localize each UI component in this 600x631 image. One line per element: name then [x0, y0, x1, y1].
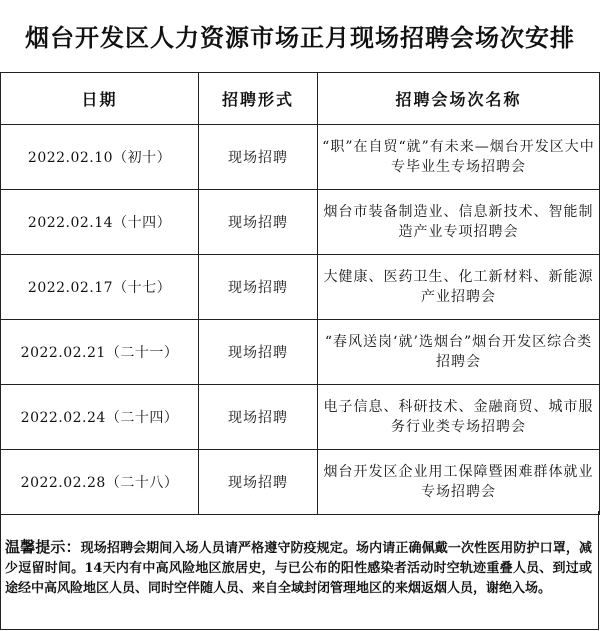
schedule-table [0, 72, 600, 515]
row-name: 烟台市装备制造业、信息新技术、智能制造产业专项招聘会 [318, 190, 600, 255]
row-format: 现场招聘 [199, 255, 318, 320]
header-format: 招聘形式 [199, 73, 318, 125]
notice-label: 温馨提示： [5, 538, 81, 556]
row-format: 现场招聘 [199, 450, 318, 515]
table-row [1, 190, 600, 255]
row-date: 2022.02.14（十四） [1, 190, 199, 255]
table-header-row [1, 73, 600, 125]
row-date: 2022.02.21（二十一） [1, 320, 199, 385]
header-name: 招聘会场次名称 [318, 73, 600, 125]
table-row [1, 385, 600, 450]
row-format: 现场招聘 [199, 385, 318, 450]
table-row [1, 320, 600, 385]
header-date: 日期 [1, 73, 199, 125]
row-name: “春风送岗‘就’选烟台”烟台开发区综合类招聘会 [318, 320, 600, 385]
row-name: 大健康、医药卫生、化工新材料、新能源产业招聘会 [318, 255, 600, 320]
row-date: 2022.02.10（初十） [1, 125, 199, 190]
row-date: 2022.02.28（二十八） [1, 450, 199, 515]
row-name: “职”在自贸“就”有未来—烟台开发区大中专毕业生专场招聘会 [318, 125, 600, 190]
notice-box [0, 511, 599, 630]
table-row [1, 450, 600, 515]
row-name: 烟台开发区企业用工保障暨困难群体就业专场招聘会 [318, 450, 600, 515]
row-format: 现场招聘 [199, 125, 318, 190]
table-row [1, 255, 600, 320]
row-format: 现场招聘 [199, 190, 318, 255]
row-date: 2022.02.24（二十四） [1, 385, 199, 450]
table-row [1, 125, 600, 190]
row-name: 电子信息、科研技术、金融商贸、城市服务行业类专场招聘会 [318, 385, 600, 450]
row-format: 现场招聘 [199, 320, 318, 385]
notice-text: 现场招聘会期间入场人员请严格遵守防疫规定。场内请正确佩戴一次性医用防护口罩，减少逗留时间。14天内有中高风险地区旅居史，与已公布的阳性感染者活动时空轨迹重叠人员、到过或途经中高风险地区人员、同时空伴随人员、来自全域封闭管理地区的来烟返烟人员，谢绝入场。 [5, 541, 592, 596]
page-title: 烟台开发区人力资源市场正月现场招聘会场次安排 [25, 23, 575, 52]
row-date: 2022.02.17（十七） [1, 255, 199, 320]
